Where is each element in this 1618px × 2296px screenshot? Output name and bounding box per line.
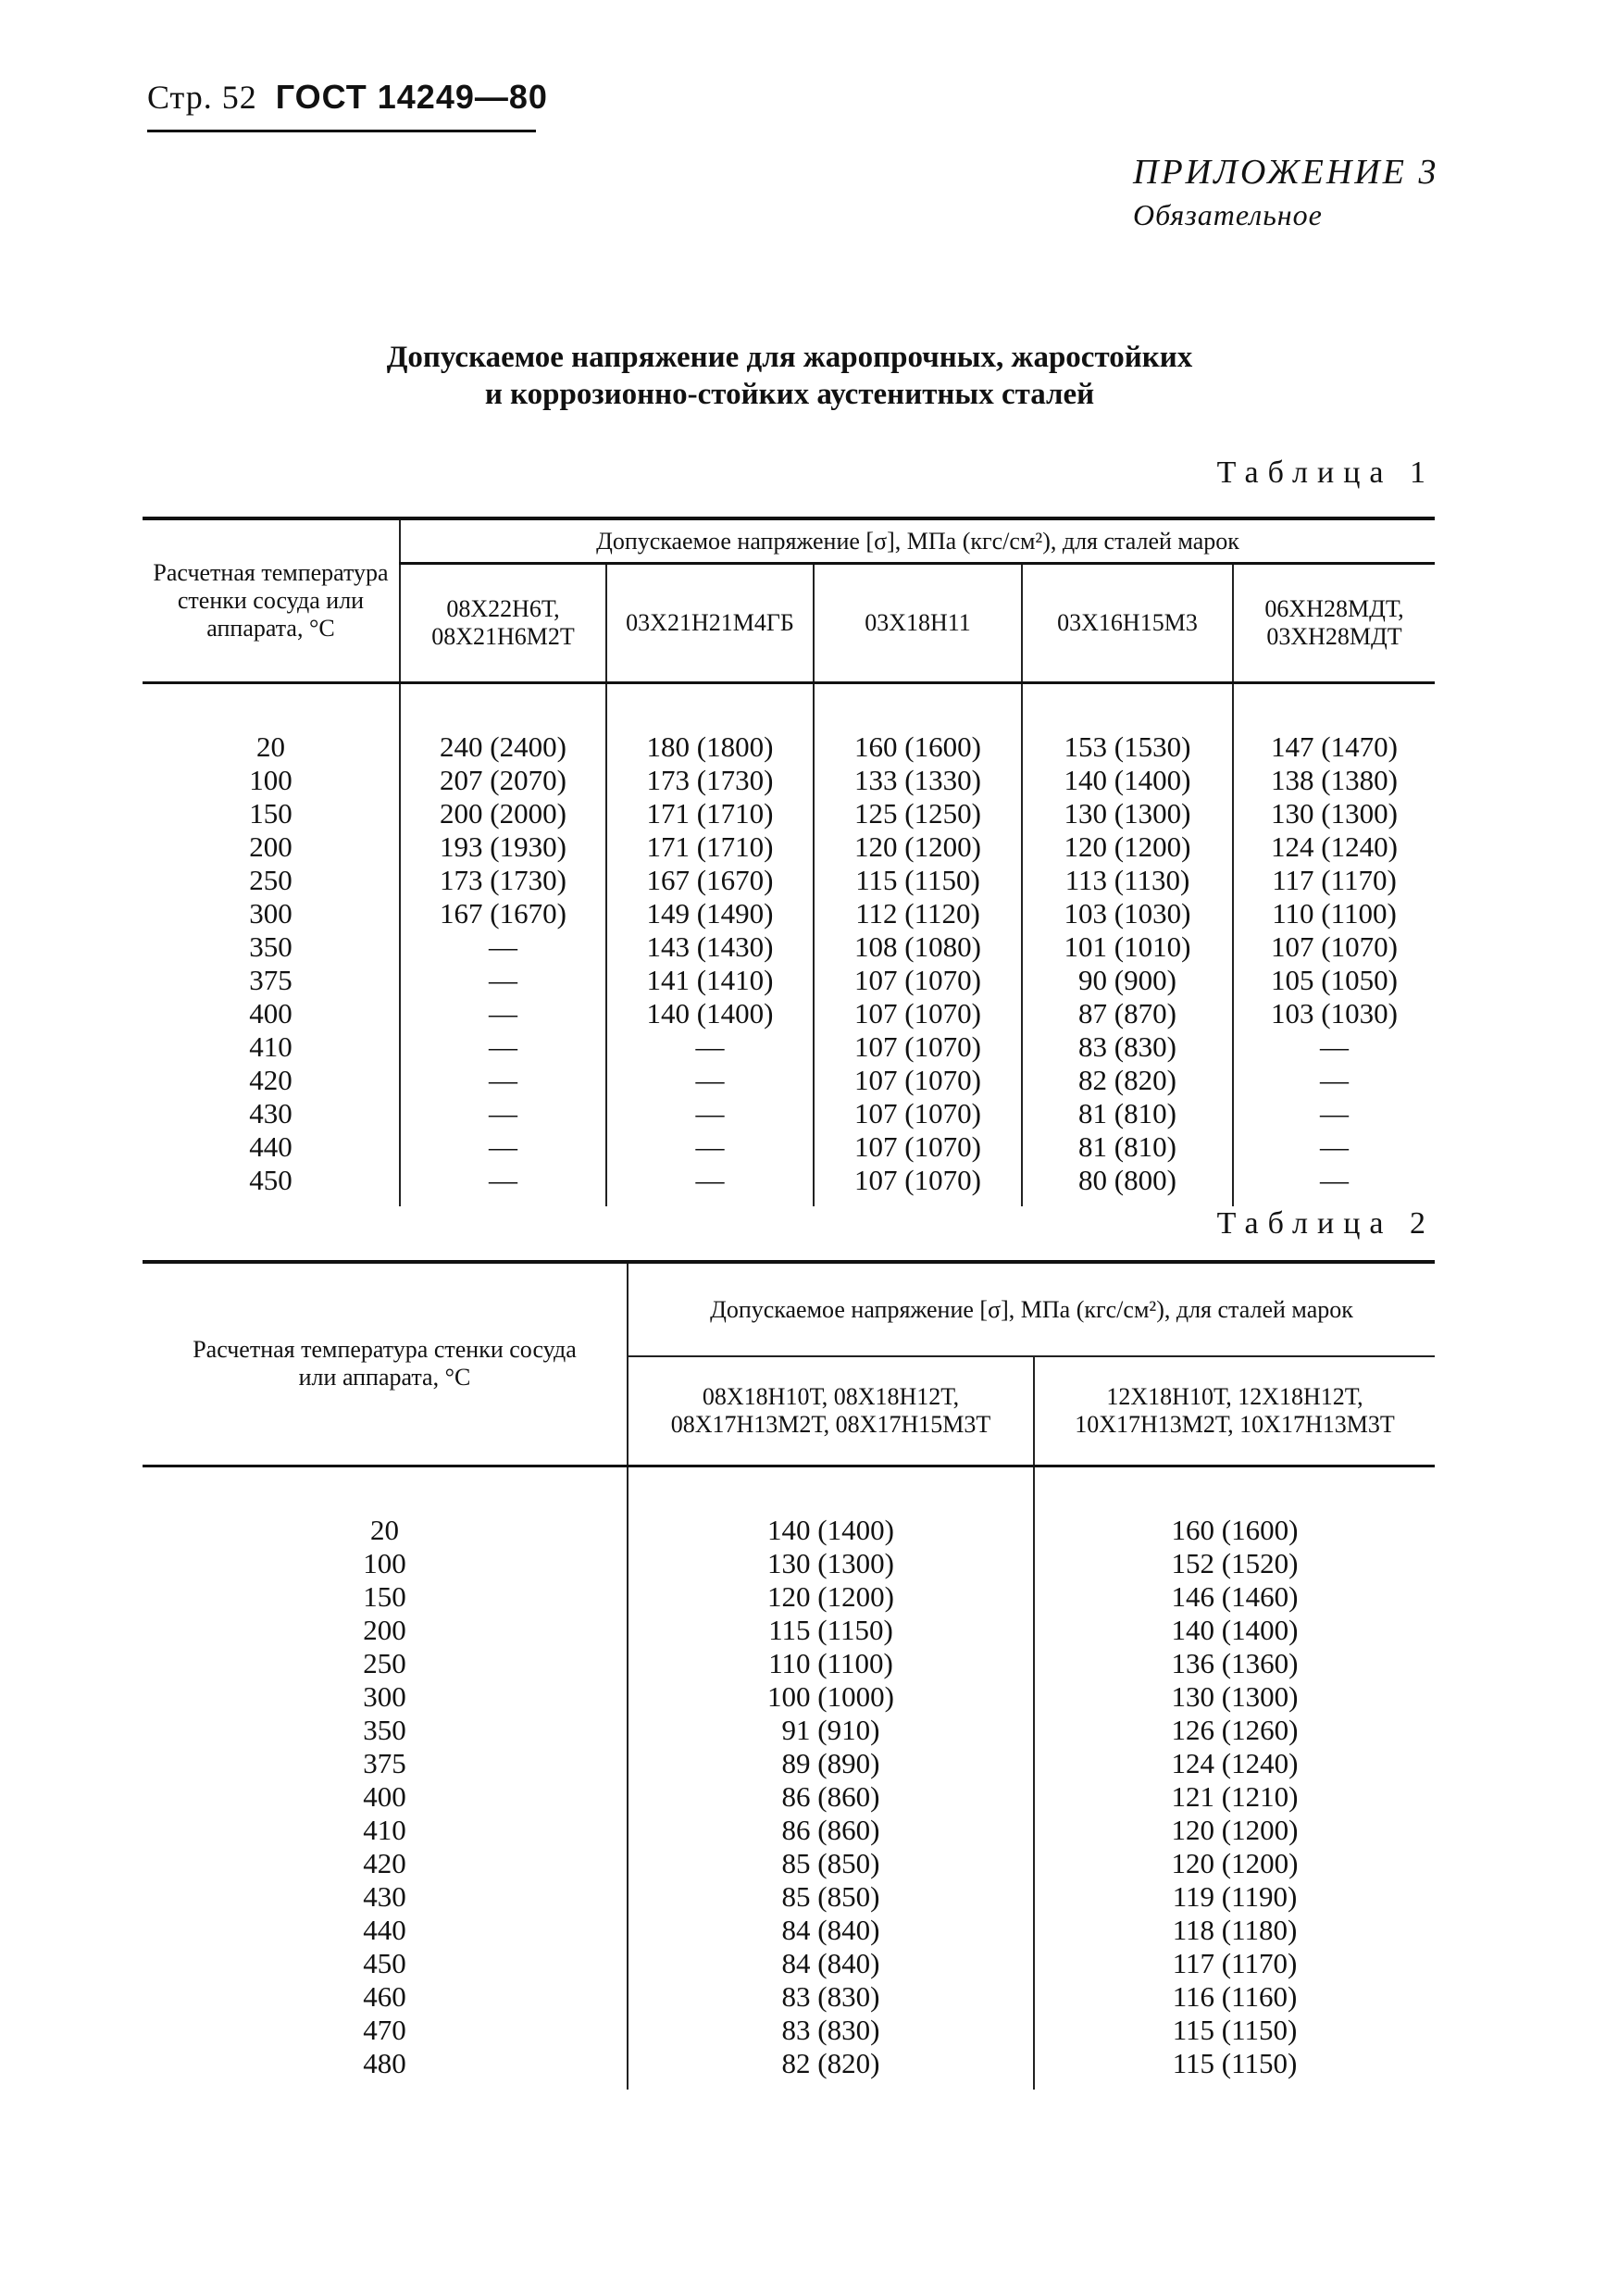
- stress-cell: 107 (1070): [814, 1030, 1022, 1064]
- col-header-steel: 03Х16Н15М3: [1022, 564, 1233, 683]
- stress-cell: 83 (830): [628, 2014, 1034, 2047]
- table-row: [143, 1714, 1435, 1747]
- appendix-status: Обязательное: [1133, 198, 1323, 231]
- table-row: [143, 930, 1435, 964]
- stress-cell: 130 (1300): [1034, 1680, 1435, 1714]
- temperature-cell: 410: [363, 1813, 406, 1846]
- stress-cell: 171 (1710): [606, 797, 814, 830]
- col-header-steel: 08Х18Н10Т, 08Х18Н12Т, 08Х17Н13М2Т, 08Х17Н15М3Т: [628, 1356, 1034, 1466]
- table-row: [143, 1780, 1435, 1814]
- stress-cell: 124 (1240): [1034, 1747, 1435, 1780]
- stress-cell: 124 (1240): [1233, 830, 1435, 864]
- stress-cell: 107 (1070): [1233, 930, 1435, 964]
- appendix-title: ПРИЛОЖЕНИЕ 3: [1133, 153, 1439, 192]
- stress-cell: —: [606, 1064, 814, 1097]
- col-header-temperature: Расчетная температура стенки сосуда или аппарата, °С: [143, 518, 400, 683]
- table-row: [143, 1980, 1435, 2014]
- stress-cell: 200 (2000): [400, 797, 606, 830]
- table-row: [143, 1814, 1435, 1847]
- stress-cell: 140 (1400): [628, 1466, 1034, 1547]
- stress-cell: 87 (870): [1022, 997, 1233, 1030]
- stress-cell: —: [400, 1064, 606, 1097]
- temperature-cell: 470: [363, 2013, 406, 2046]
- stress-cell: —: [606, 1030, 814, 1064]
- table-row: [143, 830, 1435, 864]
- stress-cell: —: [606, 1097, 814, 1130]
- stress-cell: 90 (900): [1022, 964, 1233, 997]
- stress-cell: 141 (1410): [606, 964, 814, 997]
- stress-cell: 117 (1170): [1233, 864, 1435, 897]
- table-row: [143, 997, 1435, 1030]
- temperature-cell: 440: [249, 1130, 292, 1163]
- temperature-cell: 150: [249, 797, 292, 830]
- stress-cell: 115 (1150): [1034, 2014, 1435, 2047]
- table-row: [143, 683, 1435, 765]
- stress-cell: —: [400, 1164, 606, 1206]
- temperature-cell: 20: [370, 1513, 399, 1546]
- stress-cell: —: [1233, 1030, 1435, 1064]
- temperature-cell: 250: [363, 1646, 406, 1679]
- standard-number: ГОСТ 14249—80: [275, 78, 548, 116]
- table-row: [143, 864, 1435, 897]
- stress-cell: 107 (1070): [814, 1097, 1022, 1130]
- stress-cell: 107 (1070): [814, 1164, 1022, 1206]
- stress-cell: 171 (1710): [606, 830, 814, 864]
- temperature-cell: 450: [249, 1164, 292, 1196]
- col-header-steel: 03Х18Н11: [814, 564, 1022, 683]
- stress-cell: 107 (1070): [814, 964, 1022, 997]
- stress-cell: 173 (1730): [400, 864, 606, 897]
- temperature-cell: 430: [249, 1097, 292, 1129]
- stress-cell: 84 (840): [628, 1914, 1034, 1947]
- stress-cell: 117 (1170): [1034, 1947, 1435, 1980]
- table-1: [143, 517, 1435, 1206]
- document-title: [0, 339, 1579, 413]
- stress-cell: 115 (1150): [628, 1614, 1034, 1647]
- stress-cell: 149 (1490): [606, 897, 814, 930]
- stress-cell: —: [1233, 1164, 1435, 1206]
- stress-cell: 146 (1460): [1034, 1580, 1435, 1614]
- temperature-cell: 480: [363, 2046, 406, 2079]
- stress-cell: 136 (1360): [1034, 1647, 1435, 1680]
- col-header-steel: 03Х21Н21М4ГБ: [606, 564, 814, 683]
- stress-cell: 84 (840): [628, 1947, 1034, 1980]
- stress-cell: —: [400, 1097, 606, 1130]
- stress-cell: 110 (1100): [628, 1647, 1034, 1680]
- stress-cell: 130 (1300): [628, 1547, 1034, 1580]
- table-row: [143, 1164, 1435, 1206]
- table-row: [143, 1614, 1435, 1647]
- temperature-cell: 375: [363, 1746, 406, 1779]
- stress-cell: 138 (1380): [1233, 764, 1435, 797]
- table-row: [143, 1064, 1435, 1097]
- stress-cell: —: [400, 1130, 606, 1164]
- stress-cell: —: [400, 964, 606, 997]
- table-row: [143, 1130, 1435, 1164]
- temperature-cell: 410: [249, 1030, 292, 1063]
- stress-cell: 130 (1300): [1233, 797, 1435, 830]
- stress-cell: 133 (1330): [814, 764, 1022, 797]
- temperature-cell: 100: [363, 1546, 406, 1579]
- stress-cell: 125 (1250): [814, 797, 1022, 830]
- stress-cell: 107 (1070): [814, 997, 1022, 1030]
- stress-cell: 89 (890): [628, 1747, 1034, 1780]
- stress-cell: —: [606, 1164, 814, 1206]
- stress-cell: 121 (1210): [1034, 1780, 1435, 1814]
- table1-caption: Таблица 1: [1216, 455, 1435, 490]
- table-row: [143, 1547, 1435, 1580]
- stress-cell: 173 (1730): [606, 764, 814, 797]
- table-row: [143, 1680, 1435, 1714]
- table-2: [143, 1260, 1435, 2090]
- stress-cell: 81 (810): [1022, 1097, 1233, 1130]
- stress-cell: 207 (2070): [400, 764, 606, 797]
- stress-cell: 110 (1100): [1233, 897, 1435, 930]
- stress-cell: —: [1233, 1097, 1435, 1130]
- stress-cell: —: [400, 997, 606, 1030]
- stress-cell: —: [400, 930, 606, 964]
- temperature-cell: 20: [256, 730, 285, 763]
- stress-cell: 140 (1400): [1022, 764, 1233, 797]
- stress-cell: 91 (910): [628, 1714, 1034, 1747]
- table-row: [143, 1647, 1435, 1680]
- col-header-steel: 06ХН28МДТ, 03ХН28МДТ: [1233, 564, 1435, 683]
- table2-caption: Таблица 2: [1216, 1206, 1435, 1241]
- stress-cell: 103 (1030): [1022, 897, 1233, 930]
- stress-cell: —: [1233, 1064, 1435, 1097]
- temperature-cell: 400: [363, 1779, 406, 1813]
- page-number: Стр. 52: [147, 79, 257, 116]
- stress-cell: 120 (1200): [1034, 1814, 1435, 1847]
- title-line: Допускаемое напряжение для жаропрочных, жаростойких: [386, 341, 1193, 374]
- stress-cell: 193 (1930): [400, 830, 606, 864]
- table-row: [143, 897, 1435, 930]
- table-row: [143, 1880, 1435, 1914]
- temperature-cell: 420: [363, 1846, 406, 1879]
- stress-cell: 82 (820): [628, 2047, 1034, 2090]
- table-row: [143, 2014, 1435, 2047]
- stress-cell: 118 (1180): [1034, 1914, 1435, 1947]
- col-group-header: Допускаемое напряжение [σ], МПа (кгс/см²), для сталей марок: [628, 1262, 1435, 1356]
- stress-cell: —: [400, 1030, 606, 1064]
- table-row: [143, 1030, 1435, 1064]
- stress-cell: 147 (1470): [1233, 683, 1435, 765]
- temperature-cell: 100: [249, 764, 292, 796]
- table-row: [143, 2047, 1435, 2090]
- stress-cell: 126 (1260): [1034, 1714, 1435, 1747]
- table-row: [143, 1466, 1435, 1547]
- stress-cell: 82 (820): [1022, 1064, 1233, 1097]
- temperature-cell: 450: [363, 1946, 406, 1979]
- stress-cell: 103 (1030): [1233, 997, 1435, 1030]
- stress-cell: 152 (1520): [1034, 1547, 1435, 1580]
- col-header-steel: 08Х22Н6Т, 08Х21Н6М2Т: [400, 564, 606, 683]
- temperature-cell: 250: [249, 864, 292, 896]
- temperature-cell: 200: [363, 1613, 406, 1646]
- stress-cell: 160 (1600): [814, 683, 1022, 765]
- table-row: [143, 797, 1435, 830]
- table-row: [143, 1947, 1435, 1980]
- stress-cell: 80 (800): [1022, 1164, 1233, 1206]
- col-header-steel: 12Х18Н10Т, 12Х18Н12Т, 10Х17Н13М2Т, 10Х17Н13М3Т: [1034, 1356, 1435, 1466]
- col-group-header: Допускаемое напряжение [σ], МПа (кгс/см²), для сталей марок: [400, 518, 1435, 564]
- temperature-cell: 200: [249, 830, 292, 863]
- stress-cell: 130 (1300): [1022, 797, 1233, 830]
- stress-cell: 167 (1670): [606, 864, 814, 897]
- table-row: [143, 1847, 1435, 1880]
- table-row: [143, 764, 1435, 797]
- temperature-cell: 420: [249, 1064, 292, 1096]
- temperature-cell: 440: [363, 1913, 406, 1946]
- stress-cell: 101 (1010): [1022, 930, 1233, 964]
- stress-cell: 108 (1080): [814, 930, 1022, 964]
- temperature-cell: 150: [363, 1579, 406, 1613]
- stress-cell: —: [1233, 1130, 1435, 1164]
- temperature-cell: 400: [249, 997, 292, 1029]
- stress-cell: 105 (1050): [1233, 964, 1435, 997]
- stress-cell: 143 (1430): [606, 930, 814, 964]
- stress-cell: 115 (1150): [1034, 2047, 1435, 2090]
- stress-cell: 81 (810): [1022, 1130, 1233, 1164]
- stress-cell: 107 (1070): [814, 1130, 1022, 1164]
- stress-cell: 113 (1130): [1022, 864, 1233, 897]
- stress-cell: 140 (1400): [1034, 1614, 1435, 1647]
- stress-cell: 107 (1070): [814, 1064, 1022, 1097]
- temperature-cell: 300: [363, 1679, 406, 1713]
- stress-cell: 240 (2400): [400, 683, 606, 765]
- temperature-cell: 300: [249, 897, 292, 930]
- stress-cell: 153 (1530): [1022, 683, 1233, 765]
- header-rule: [147, 130, 536, 132]
- table-row: [143, 964, 1435, 997]
- stress-cell: 83 (830): [628, 1980, 1034, 2014]
- table-row: [143, 1914, 1435, 1947]
- stress-cell: 120 (1200): [628, 1580, 1034, 1614]
- table-row: [143, 1097, 1435, 1130]
- temperature-cell: 350: [249, 930, 292, 963]
- col-header-temperature: Расчетная температура стенки сосуда или аппарата, °С: [143, 1262, 628, 1466]
- stress-cell: 83 (830): [1022, 1030, 1233, 1064]
- stress-cell: —: [606, 1130, 814, 1164]
- title-line: и коррозионно-стойких аустенитных сталей: [484, 378, 1095, 411]
- stress-cell: 85 (850): [628, 1880, 1034, 1914]
- temperature-cell: 430: [363, 1879, 406, 1913]
- stress-cell: 119 (1190): [1034, 1880, 1435, 1914]
- stress-cell: 180 (1800): [606, 683, 814, 765]
- stress-cell: 86 (860): [628, 1780, 1034, 1814]
- stress-cell: 86 (860): [628, 1814, 1034, 1847]
- stress-cell: 85 (850): [628, 1847, 1034, 1880]
- stress-cell: 112 (1120): [814, 897, 1022, 930]
- stress-cell: 140 (1400): [606, 997, 814, 1030]
- temperature-cell: 350: [363, 1713, 406, 1746]
- stress-cell: 120 (1200): [814, 830, 1022, 864]
- page-header: [147, 78, 548, 117]
- stress-cell: 160 (1600): [1034, 1466, 1435, 1547]
- stress-cell: 120 (1200): [1034, 1847, 1435, 1880]
- table-row: [143, 1747, 1435, 1780]
- table-row: [143, 1580, 1435, 1614]
- stress-cell: 116 (1160): [1034, 1980, 1435, 2014]
- temperature-cell: 460: [363, 1979, 406, 2013]
- stress-cell: 115 (1150): [814, 864, 1022, 897]
- temperature-cell: 375: [249, 964, 292, 996]
- stress-cell: 100 (1000): [628, 1680, 1034, 1714]
- stress-cell: 167 (1670): [400, 897, 606, 930]
- stress-cell: 120 (1200): [1022, 830, 1233, 864]
